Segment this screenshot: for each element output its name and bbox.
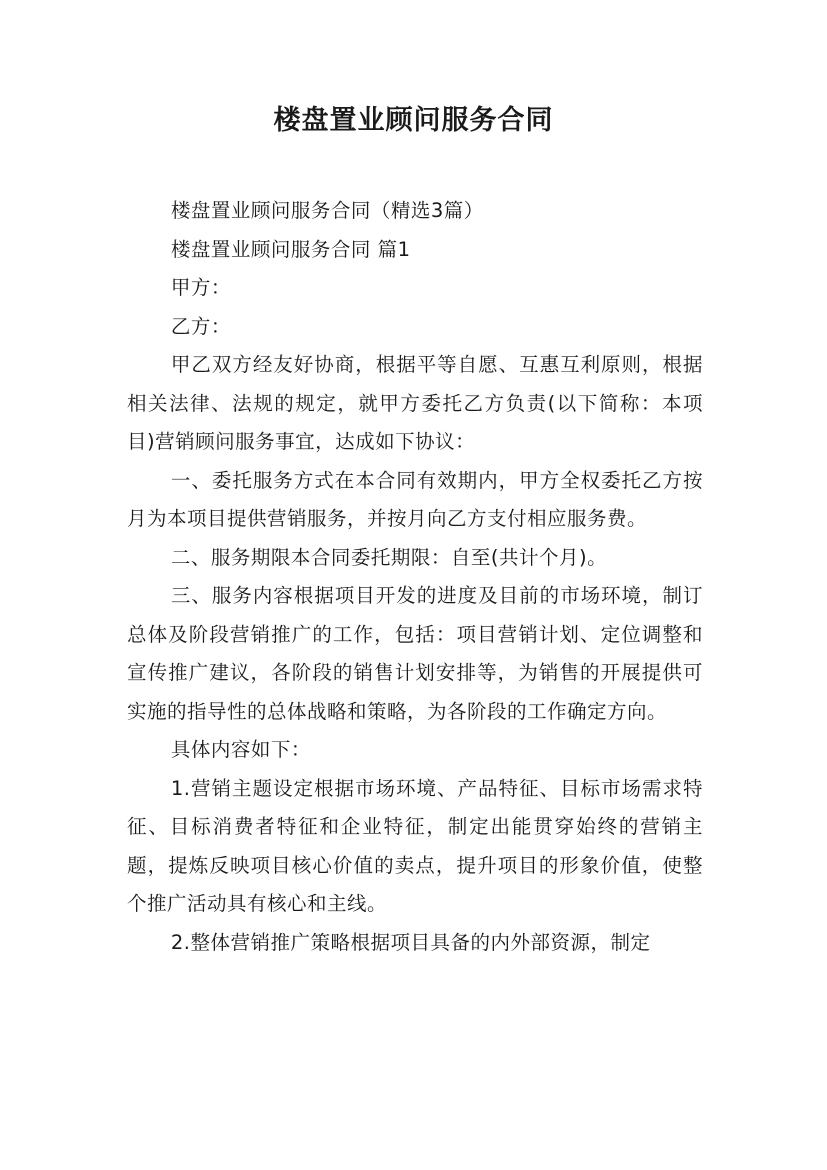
paragraph-item-1: 1.营销主题设定根据市场环境、产品特征、目标市场需求特征、目标消费者特征和企业特征，制定出能贯穿始终的营销主题，提炼反映项目核心价值的卖点，提升项目的形象价值，使整个推广活动具有核心和主线。 (127, 776, 703, 915)
paragraph-details-intro: 具体内容如下： (170, 738, 311, 761)
document-title: 楼盘置业顾问服务合同 (273, 105, 554, 136)
paragraph-clause-1: 一、委托服务方式在本合同有效期内，甲方全权委托乙方按月为本项目提供营销服务，并按月向乙方支付相应服务费。 (127, 468, 703, 530)
paragraph-subtitle: 楼盘置业顾问服务合同（精选3篇） (170, 199, 484, 222)
paragraph-clause-3: 三、服务内容根据项目开发的进度及目前的市场环境，制订总体及阶段营销推广的工作，包括：项目营销计划、定位调整和宣传推广建议，各阶段的销售计划安排等，为销售的开展提供可实施的指导性的总体战略和策略，为各阶段的工作确定方向。 (127, 584, 703, 723)
document-body (127, 192, 703, 962)
paragraph-item-2: 2.整体营销推广策略根据项目具备的内外部资源，制定 (170, 930, 651, 954)
paragraph-party-b: 乙方： (170, 314, 231, 338)
paragraph-party-a: 甲方： (170, 276, 231, 299)
paragraph-section-heading: 楼盘置业顾问服务合同 篇1 (170, 237, 411, 261)
paragraph-preamble: 甲乙双方经友好协商，根据平等自愿、互惠互利原则，根据相关法律、法规的规定，就甲方委托乙方负责(以下简称：本项目)营销顾问服务事宜，达成如下协议： (127, 353, 703, 453)
paragraph-clause-2: 二、服务期限本合同委托期限：自至(共计个月)。 (170, 545, 608, 569)
